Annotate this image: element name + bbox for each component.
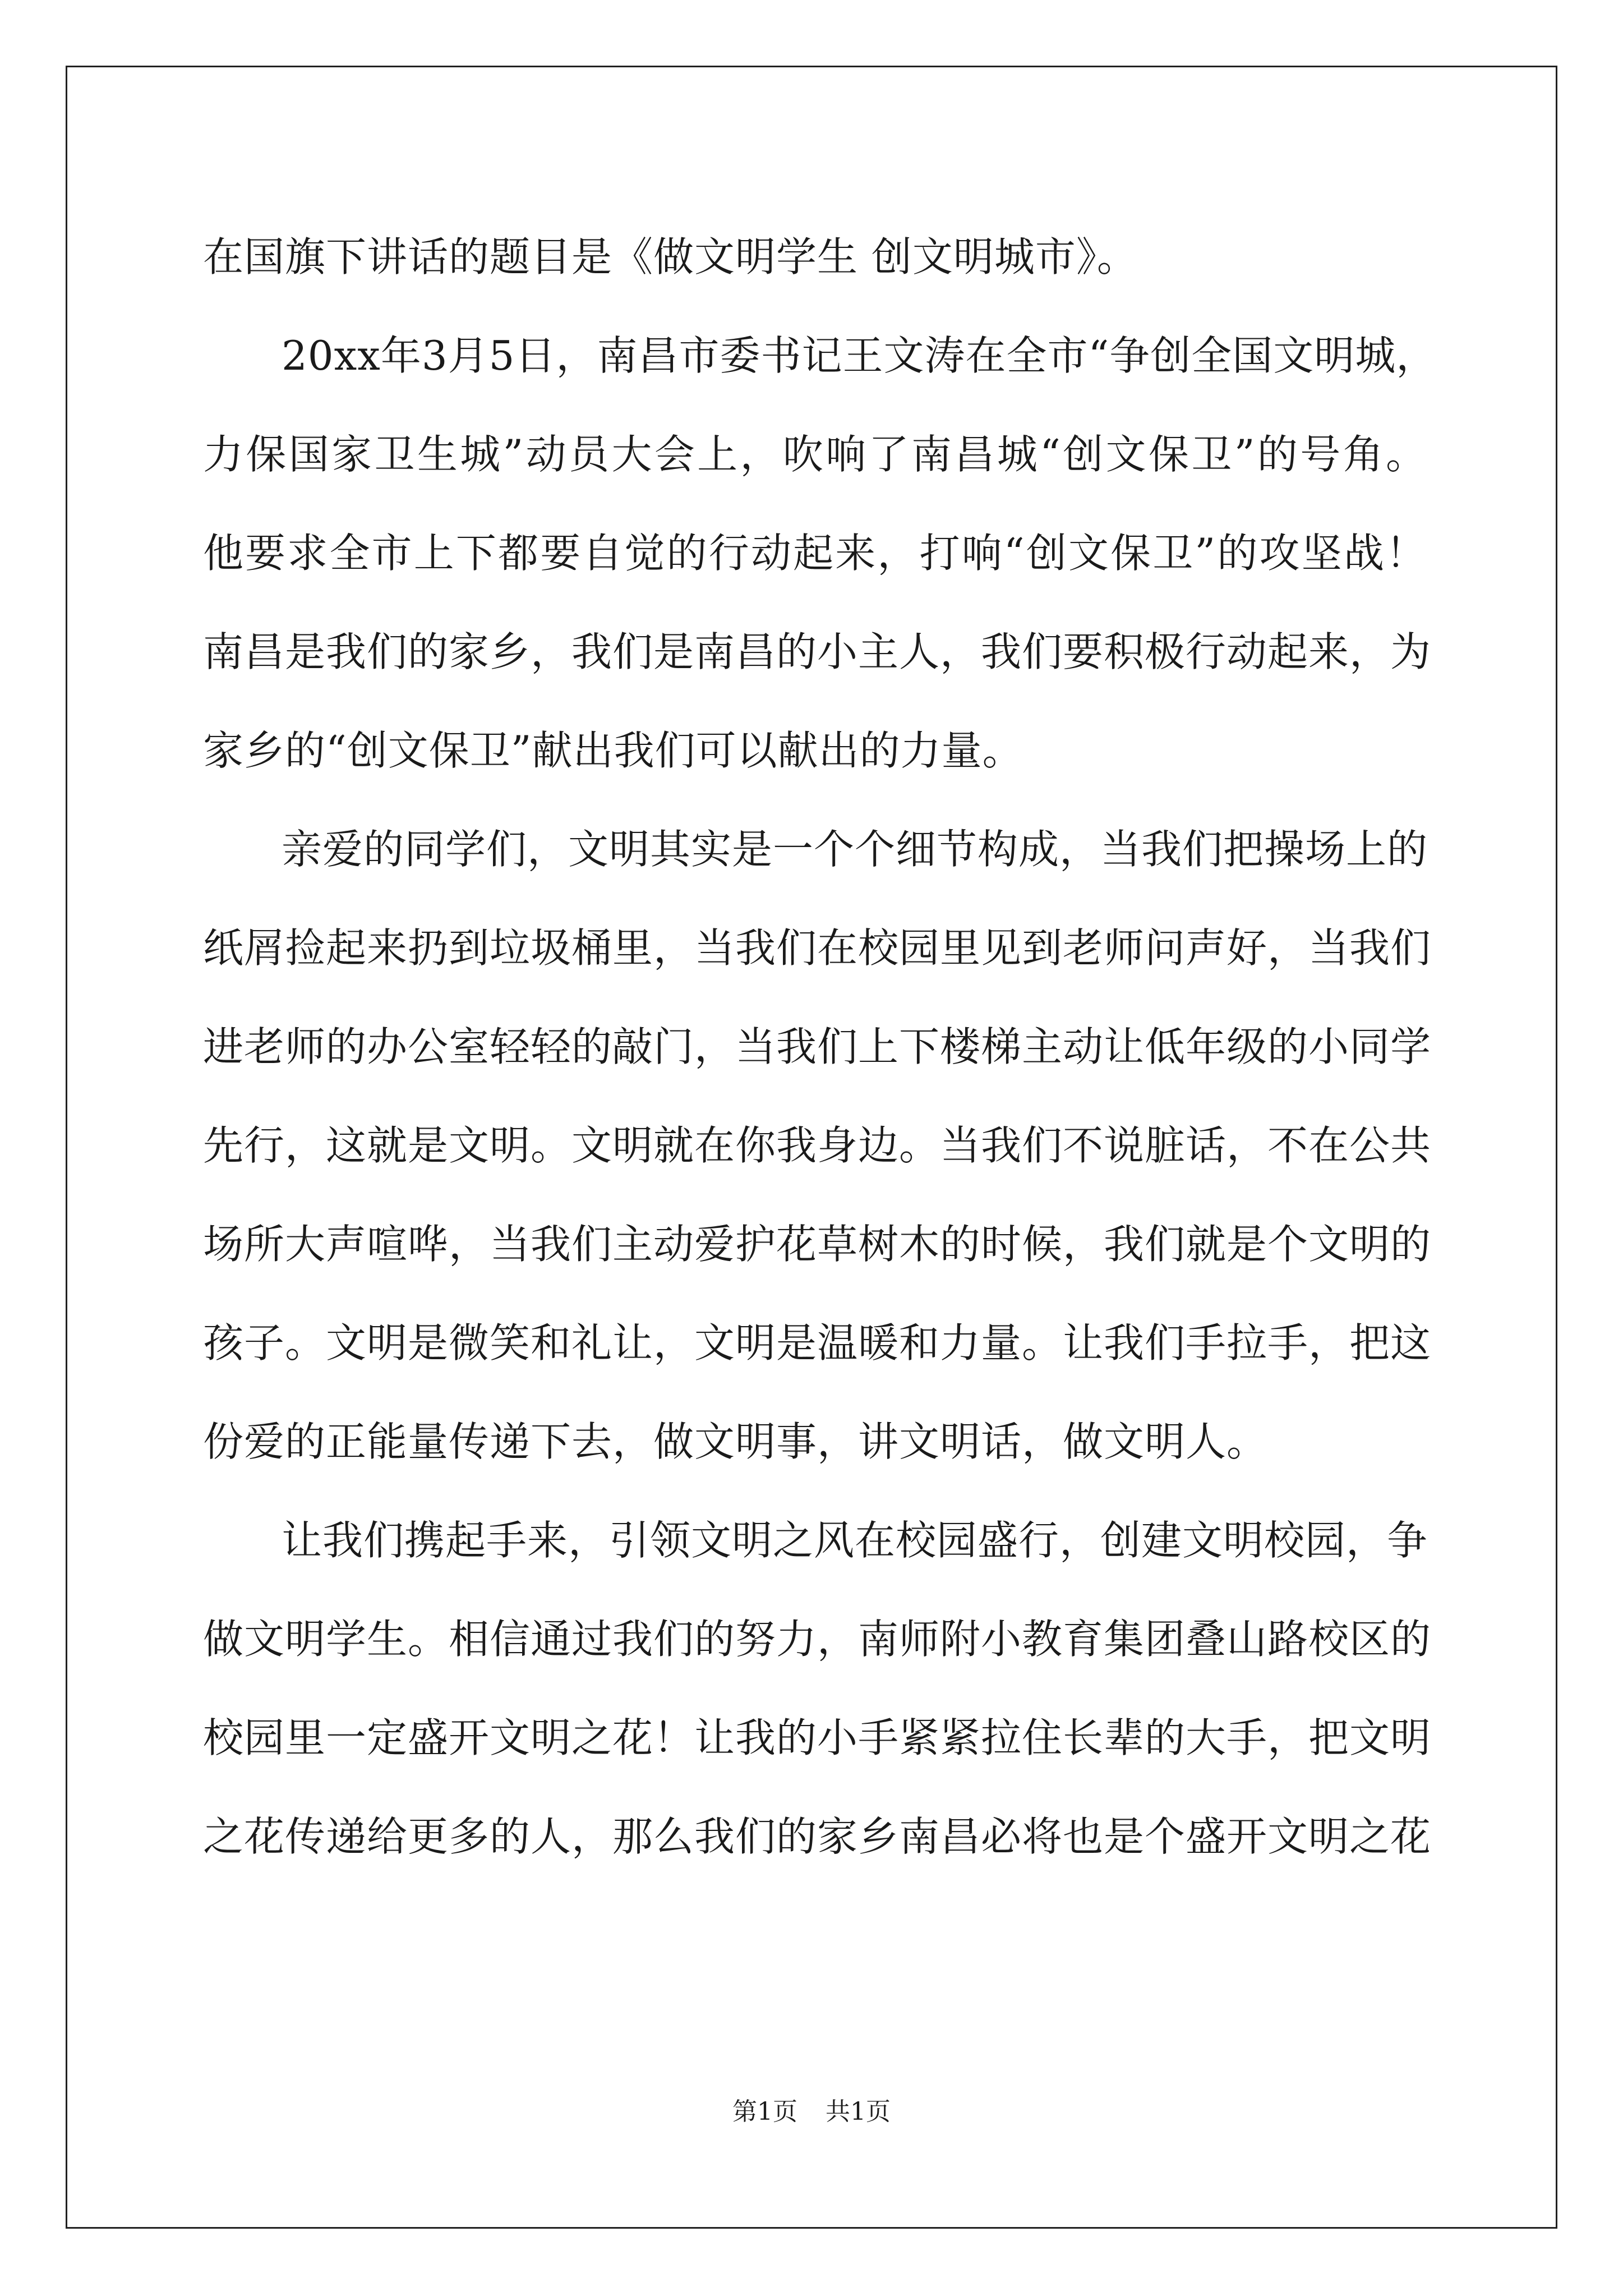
text-line: 纸屑捡起来扔到垃圾桶里，当我们在校园里见到老师问声好，当我们	[203, 924, 1432, 972]
page-footer	[0, 2095, 1623, 2129]
text-line: 之花传递给更多的人，那么我们的家乡南昌必将也是个盛开文明之花	[203, 1813, 1432, 1860]
text-line: 在国旗下讲话的题目是《做文明学生 创文明城市》。	[203, 233, 1138, 280]
text-line: 份爱的正能量传递下去，做文明事，讲文明话，做文明人。	[203, 1418, 1268, 1465]
text-line: 南昌是我们的家乡，我们是南昌的小主人，我们要积极行动起来，为	[203, 628, 1432, 675]
page-number-current: 第1页	[732, 2097, 797, 2126]
text-line: 他要求全市上下都要自觉的行动起来，打响“创文保卫”的攻坚战！	[203, 530, 1427, 577]
text-line: 孩子。文明是微笑和礼让，文明是温暖和力量。让我们手拉手，把这	[203, 1319, 1432, 1366]
text-line: 20xx年3月5日，南昌市委书记王文涛在全市“争创全国文明城，	[282, 332, 1437, 379]
text-line: 进老师的办公室轻轻的敲门，当我们上下楼梯主动让低年级的小同学	[203, 1023, 1432, 1070]
text-line: 家乡的“创文保卫”献出我们可以献出的力量。	[203, 727, 1023, 774]
text-line: 让我们携起手来，引领文明之风在校园盛行，创建文明校园，争	[282, 1517, 1428, 1564]
text-line: 亲爱的同学们，文明其实是一个个细节构成，当我们把操场上的	[282, 826, 1428, 873]
text-line: 场所大声喧哗，当我们主动爱护花草树木的时候，我们就是个文明的	[203, 1221, 1432, 1268]
text-line: 力保国家卫生城”动员大会上，吹响了南昌城“创文保卫”的号角。	[203, 431, 1427, 478]
page-number-total: 共1页	[826, 2097, 891, 2126]
text-line: 做文明学生。相信通过我们的努力，南师附小教育集团叠山路校区的	[203, 1616, 1432, 1663]
text-line: 先行，这就是文明。文明就在你我身边。当我们不说脏话，不在公共	[203, 1122, 1432, 1169]
document-body	[203, 208, 1437, 1886]
text-line: 校园里一定盛开文明之花！让我的小手紧紧拉住长辈的大手，把文明	[203, 1714, 1432, 1761]
